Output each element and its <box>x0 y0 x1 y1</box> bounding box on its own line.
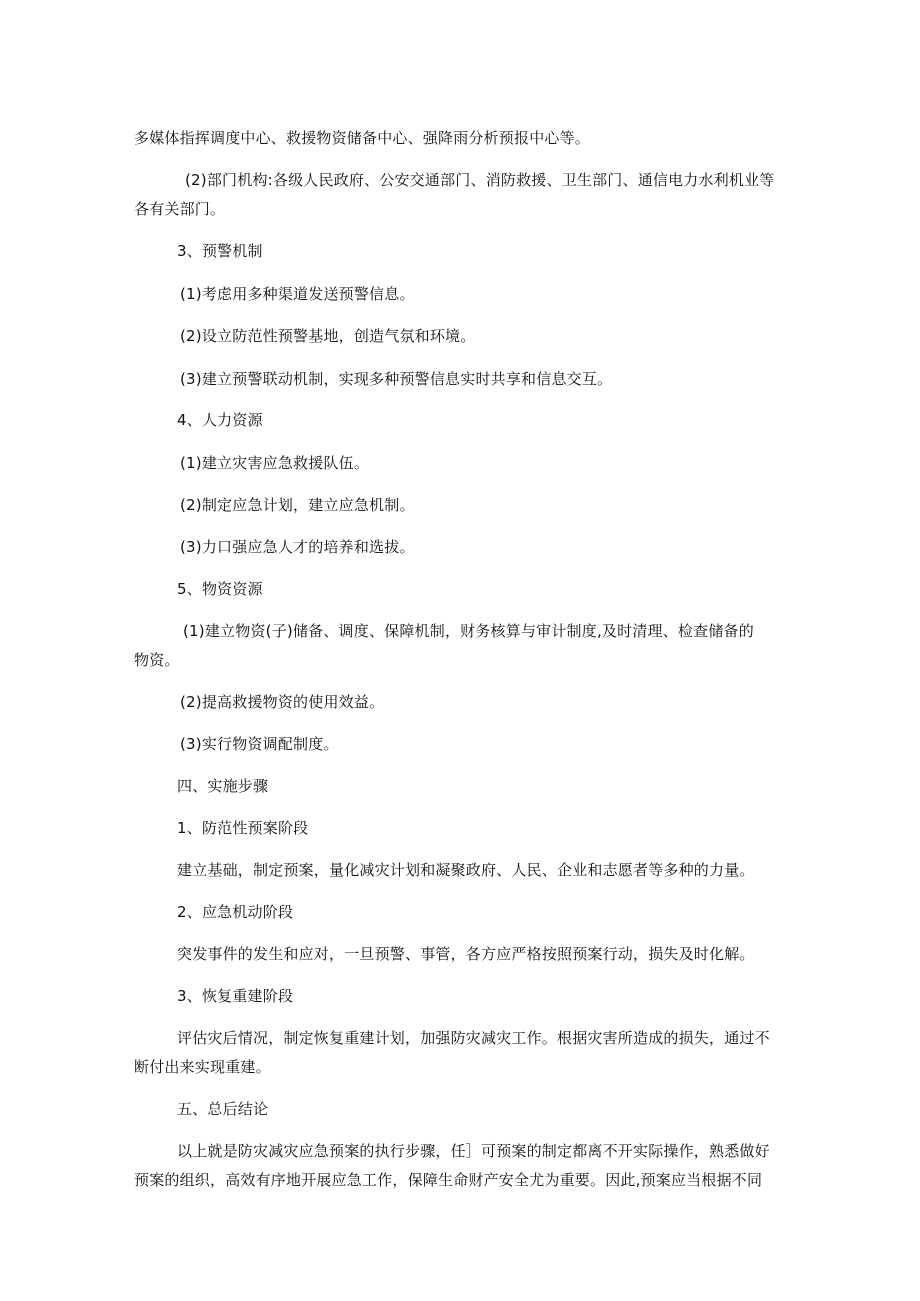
list-item: (3)实行物资调配制度。 <box>180 735 339 753</box>
list-item: (3)力口强应急人才的培养和选拔。 <box>180 538 415 556</box>
section-heading: 5、物资资源 <box>177 580 263 598</box>
list-item: (2)设立防范性预警基地，创造气氛和环境。 <box>180 327 476 345</box>
text-line: 预案的组织，高效有序地开展应急工作，保障生命财产安全尤为重要。因此,预案应当根据不同 <box>134 1171 763 1189</box>
section-heading: 3、预警机制 <box>177 242 263 260</box>
text-line: 多媒体指挥调度中心、救援物资储备中心、强降雨分析预报中心等。 <box>134 129 591 147</box>
text-line: 物资。 <box>134 651 180 669</box>
text-line: 以上就是防灾减灾应急预案的执行步骤，任］可预案的制定都离不开实际操作，熟悉做好 <box>177 1142 770 1160</box>
text-line: 断付出来实现重建。 <box>134 1058 271 1076</box>
section-heading: 2、应急机动阶段 <box>177 903 294 921</box>
text-line: 突发事件的发生和应对，一旦预警、事管，各方应严格按照预案行动，损失及时化解。 <box>177 945 755 963</box>
section-heading: 4、人力资源 <box>177 411 263 429</box>
list-item: (2)制定应急计划，建立应急机制。 <box>180 496 415 514</box>
list-item: (1)建立灾害应急救援队伍。 <box>180 454 370 472</box>
text-line: (2)部门机构:各级人民政府、公安交通部门、消防救援、卫生部门、通信电力水利机业等 <box>185 171 775 189</box>
chapter-heading: 四、实施步骤 <box>177 777 269 795</box>
list-item: (2)提高救援物资的使用效益。 <box>180 693 385 711</box>
text-line: 建立基础，制定预案，量化减灾计划和凝聚政府、人民、企业和志愿者等多种的力量。 <box>177 861 755 879</box>
chapter-heading: 五、总后结论 <box>177 1100 269 1118</box>
list-item: (1)建立物资(子)储备、调度、保障机制，财务核算与审计制度,及时清理、检查储备的 <box>183 622 754 640</box>
text-line: 各有关部门。 <box>134 200 226 218</box>
text-line: 评估灾后情况，制定恢复重建计划，加强防灾减灾工作。根据灾害所造成的损失，通过不 <box>177 1029 770 1047</box>
section-heading: 1、防范性预案阶段 <box>177 819 309 837</box>
list-item: (3)建立预警联动机制，实现多种预警信息实时共享和信息交互。 <box>180 370 613 388</box>
list-item: (1)考虑用多种渠道发送预警信息。 <box>180 285 415 303</box>
section-heading: 3、恢复重建阶段 <box>177 987 294 1005</box>
